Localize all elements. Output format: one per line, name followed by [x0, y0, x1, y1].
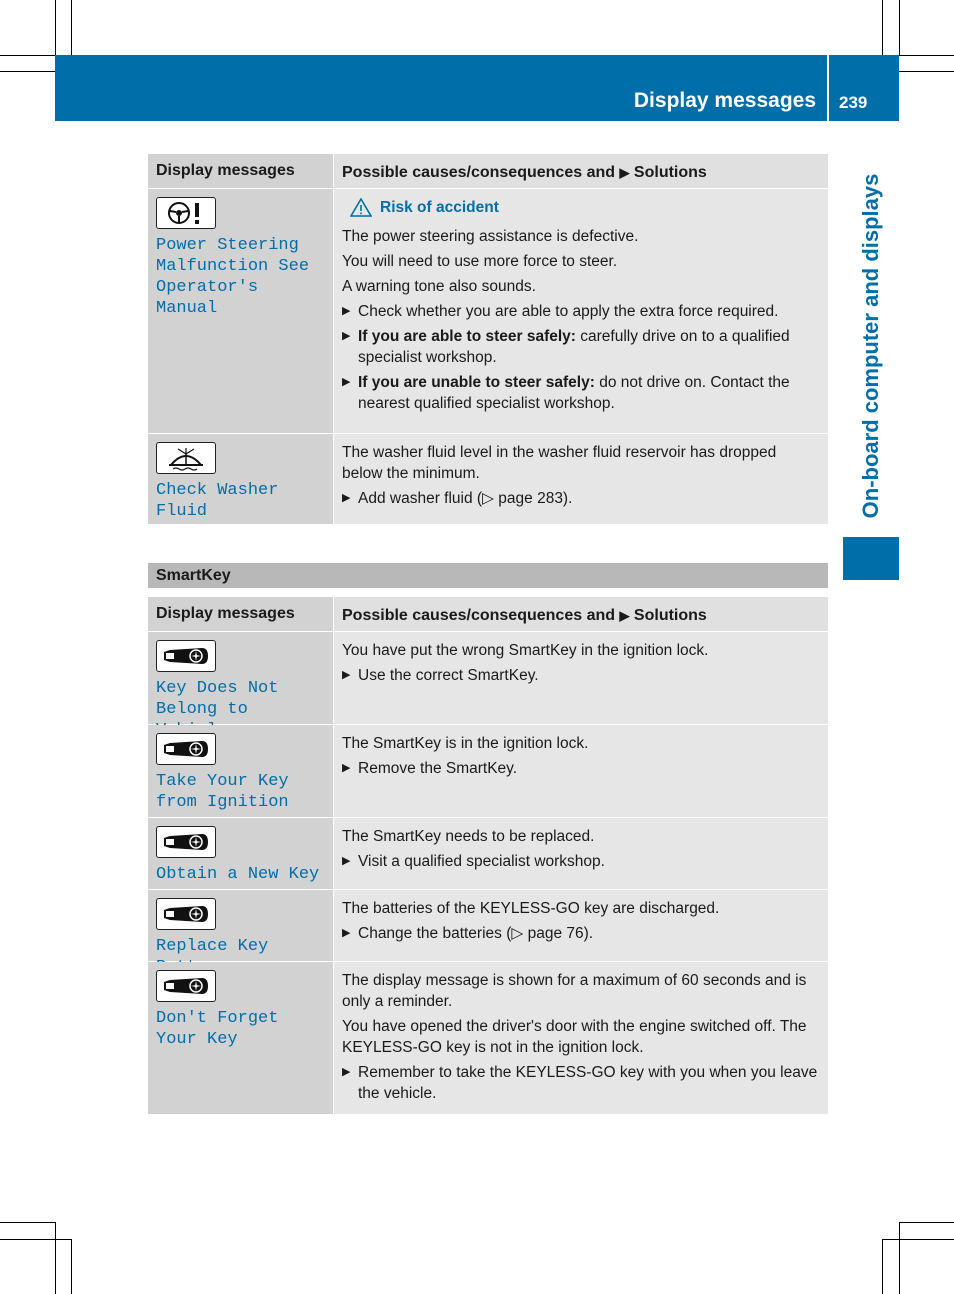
bullet-arrow-icon: ▶	[342, 927, 351, 939]
bullet-arrow-icon: ▶	[342, 1066, 351, 1078]
solution-step	[342, 923, 820, 944]
display-messages-table	[148, 154, 828, 524]
table-header-row	[148, 154, 828, 188]
table-row	[148, 724, 828, 817]
page-number: 239	[839, 93, 868, 112]
solution-text: carefully drive on to a qualified specialist workshop.	[358, 328, 790, 366]
crop-mark	[899, 71, 954, 72]
solution-cell	[334, 962, 828, 1114]
table-row	[148, 188, 828, 433]
crop-mark	[0, 1239, 71, 1240]
arrow-icon: ▶	[619, 165, 630, 180]
solution-text: Check whether you are able to apply the extra force required.	[358, 303, 779, 320]
cause-text: You have put the wrong SmartKey in the ignition lock.	[342, 642, 709, 659]
smartkey-icon	[156, 826, 216, 858]
smartkey-icon	[156, 640, 216, 672]
smartkey-messages-table	[148, 597, 828, 1114]
message-cell	[148, 890, 334, 961]
column-header: Display messages	[148, 154, 334, 188]
cause-text: You will need to use more force to steer.	[342, 253, 618, 270]
side-chapter-tab	[843, 537, 899, 580]
crop-mark	[899, 1222, 954, 1223]
section-title: SmartKey	[148, 563, 828, 588]
table-header-row	[148, 597, 828, 631]
column-header	[334, 597, 828, 631]
message-cell	[148, 725, 334, 817]
table-row	[148, 631, 828, 724]
smartkey-icon	[156, 970, 216, 1002]
crop-mark	[899, 55, 954, 56]
message-cell	[148, 632, 334, 724]
crop-mark	[882, 0, 883, 55]
bullet-arrow-icon: ▶	[342, 330, 351, 342]
crop-mark	[882, 1239, 883, 1294]
solution-condition: If you are able to steer safely:	[358, 328, 576, 345]
solution-cell	[334, 725, 828, 817]
solution-text: Remember to take the KEYLESS-GO key with you when you leave the vehicle.	[358, 1064, 818, 1102]
column-header	[334, 154, 828, 188]
smartkey-icon	[156, 733, 216, 765]
display-message-text: Take Your Key from Ignition	[156, 772, 289, 812]
message-cell	[148, 962, 334, 1114]
solution-text: Visit a qualified specialist workshop.	[358, 853, 605, 870]
solution-step	[342, 372, 820, 414]
crop-mark	[0, 55, 55, 56]
solution-step	[342, 665, 820, 686]
column-header-text: Possible causes/consequences and	[342, 607, 616, 624]
page-title: Display messages	[633, 89, 816, 112]
power-steering-warning-icon	[156, 197, 216, 229]
solution-condition: If you are unable to steer safely:	[358, 374, 595, 391]
crop-mark	[55, 1222, 56, 1294]
bullet-arrow-icon: ▶	[342, 305, 351, 317]
cause-text: The SmartKey is in the ignition lock.	[342, 735, 589, 752]
solution-text: Use the correct SmartKey.	[358, 667, 539, 684]
crop-mark	[71, 0, 72, 55]
table-row	[148, 961, 828, 1114]
solution-text: Remove the SmartKey.	[358, 760, 518, 777]
message-cell	[148, 434, 334, 524]
cause-text: The batteries of the KEYLESS-GO key are discharged.	[342, 900, 720, 917]
washer-fluid-icon	[156, 442, 216, 474]
cause-text: The power steering assistance is defective.	[342, 228, 639, 245]
display-message-text: Check Washer Fluid	[156, 481, 279, 521]
bullet-arrow-icon: ▶	[342, 492, 351, 504]
solution-step	[342, 488, 820, 509]
message-cell	[148, 189, 334, 433]
arrow-icon: ▶	[619, 608, 630, 623]
warning-title: Risk of accident	[380, 199, 499, 216]
cause-text: The SmartKey needs to be replaced.	[342, 828, 595, 845]
crop-mark	[0, 1222, 55, 1223]
cause-text: You have opened the driver's door with the engine switched off. The KEYLESS-GO key is not in the ignition lock.	[342, 1018, 807, 1056]
solution-step	[342, 851, 820, 872]
bullet-arrow-icon: ▶	[342, 376, 351, 388]
column-header-text: Solutions	[633, 607, 707, 624]
solution-cell	[334, 818, 828, 889]
bullet-arrow-icon: ▶	[342, 762, 351, 774]
table-row	[148, 433, 828, 524]
display-message-text: Replace Key	[156, 937, 269, 956]
solution-step	[342, 326, 820, 368]
warning-triangle-icon	[350, 198, 372, 217]
solution-cell	[334, 434, 828, 524]
page-header	[55, 55, 899, 121]
solution-step	[342, 1062, 820, 1104]
bullet-arrow-icon: ▶	[342, 855, 351, 867]
table-row	[148, 889, 828, 961]
crop-mark	[899, 1222, 900, 1294]
solution-cell	[334, 189, 828, 433]
display-message-text: Power Steering Malfunction See Operator's Manual	[156, 236, 310, 318]
solution-cell	[334, 890, 828, 961]
solution-text: Change the batteries (▷ page 76).	[358, 925, 594, 942]
solution-step	[342, 758, 820, 779]
display-message-text: Obtain a New Key	[156, 865, 320, 884]
bullet-arrow-icon: ▶	[342, 669, 351, 681]
crop-mark	[55, 0, 56, 55]
solution-text: Add washer fluid (▷ page 283).	[358, 490, 573, 507]
smartkey-icon	[156, 898, 216, 930]
column-header: Display messages	[148, 597, 334, 631]
display-message-text: Key Does Not Belong to	[156, 679, 279, 719]
column-header-text: Solutions	[633, 164, 707, 181]
side-chapter-label: On-board computer and displays	[858, 173, 883, 519]
solution-step	[342, 301, 820, 322]
crop-mark	[899, 0, 900, 55]
message-cell	[148, 818, 334, 889]
solution-cell	[334, 632, 828, 724]
warning-notice	[342, 197, 820, 218]
cause-text: The display message is shown for a maximum of 60 seconds and is only a reminder.	[342, 972, 807, 1010]
solution-text: do not drive on. Contact the nearest qualified specialist workshop.	[358, 374, 790, 412]
crop-mark	[71, 1239, 72, 1294]
table-row	[148, 817, 828, 889]
column-header-text: Possible causes/consequences and	[342, 164, 616, 181]
cause-text: The washer fluid level in the washer fluid reservoir has dropped below the minimum.	[342, 444, 777, 482]
crop-mark	[882, 1239, 954, 1240]
display-message-text: Don't Forget Your Key	[156, 1009, 279, 1049]
crop-mark	[0, 71, 55, 72]
cause-text: A warning tone also sounds.	[342, 278, 536, 295]
header-divider	[827, 55, 829, 121]
